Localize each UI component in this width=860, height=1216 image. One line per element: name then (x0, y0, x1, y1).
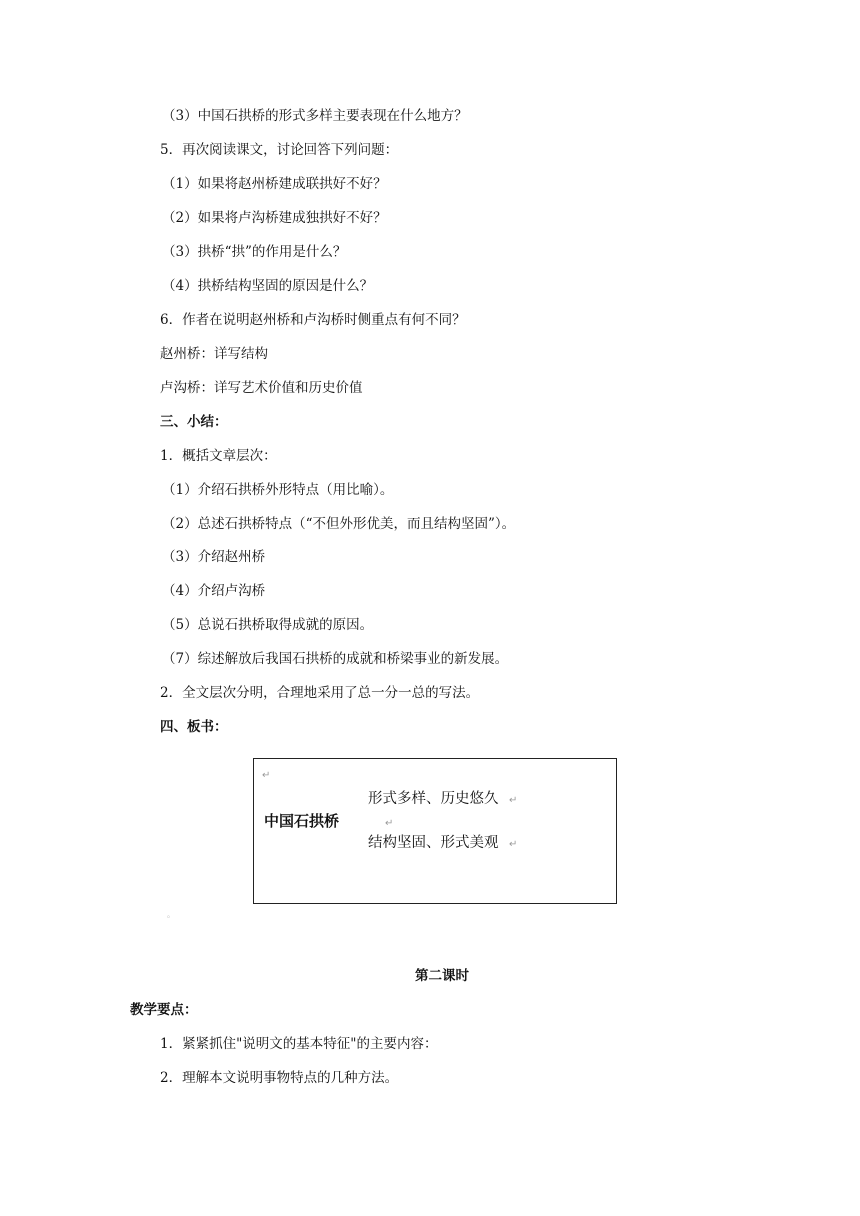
paragraph-mark-icon: ↵ (509, 839, 518, 850)
item-6: 6．作者在说明赵州桥和卢沟桥时侧重点有何不同？ (160, 312, 466, 328)
paragraph-mark-icon: ↵ (509, 795, 518, 806)
zhaozhou-note: 赵州桥：详写结构 (160, 346, 268, 362)
section-summary-heading: 三、小结： (160, 414, 228, 430)
teaching-point-1: 1．紧紧抓住"说明文的基本特征"的主要内容： (160, 1036, 438, 1052)
question-4: （4）拱桥结构坚固的原因是什么？ (162, 278, 374, 294)
summary-sub-4: （4）介绍卢沟桥 (162, 583, 266, 599)
summary-sub-3: （3）介绍赵州桥 (162, 549, 266, 565)
teaching-points-heading: 教学要点： (130, 1002, 198, 1018)
summary-sub-1: （1）介绍石拱桥外形特点（用比喻）。 (162, 482, 394, 498)
summary-sub-5: （5）总说石拱桥取得成就的原因。 (162, 617, 374, 633)
paragraph-mark-icon: ↵ (262, 770, 271, 781)
summary-sub-7: （7）综述解放后我国石拱桥的成就和桥梁事业的新发展。 (162, 651, 509, 667)
summary-item-1: 1．概括文章层次： (160, 448, 277, 464)
question-3-forms: （3）中国石拱桥的形式多样主要表现在什么地方？ (162, 108, 468, 124)
summary-sub-2: （2）总述石拱桥特点（“不但外形优美，而且结构坚固”）。 (162, 516, 516, 532)
board-title: 中国石拱桥 (264, 812, 340, 830)
lugou-note: 卢沟桥：详写艺术价值和历史价值 (160, 380, 363, 396)
paragraph-mark-icon: ↵ (385, 818, 394, 829)
teaching-point-2: 2．理解本文说明事物特点的几种方法。 (160, 1070, 399, 1086)
blackboard-outline-box (253, 758, 617, 904)
lesson-2-title: 第二课时 (415, 968, 469, 984)
question-3: （3）拱桥“拱”的作用是什么？ (162, 244, 347, 260)
stray-mark: 。 (167, 910, 175, 919)
board-line-2: 结构坚固、形式美观 (368, 835, 499, 851)
board-line-1: 形式多样、历史悠久 (368, 791, 499, 807)
section-board-heading: 四、板书： (160, 719, 228, 735)
question-1: （1）如果将赵州桥建成联拱好不好？ (162, 176, 387, 192)
summary-item-2: 2．全文层次分明，合理地采用了总一分一总的写法。 (160, 685, 480, 701)
question-2: （2）如果将卢沟桥建成独拱好不好？ (162, 210, 387, 226)
item-5: 5．再次阅读课文，讨论回答下列问题： (160, 142, 399, 158)
